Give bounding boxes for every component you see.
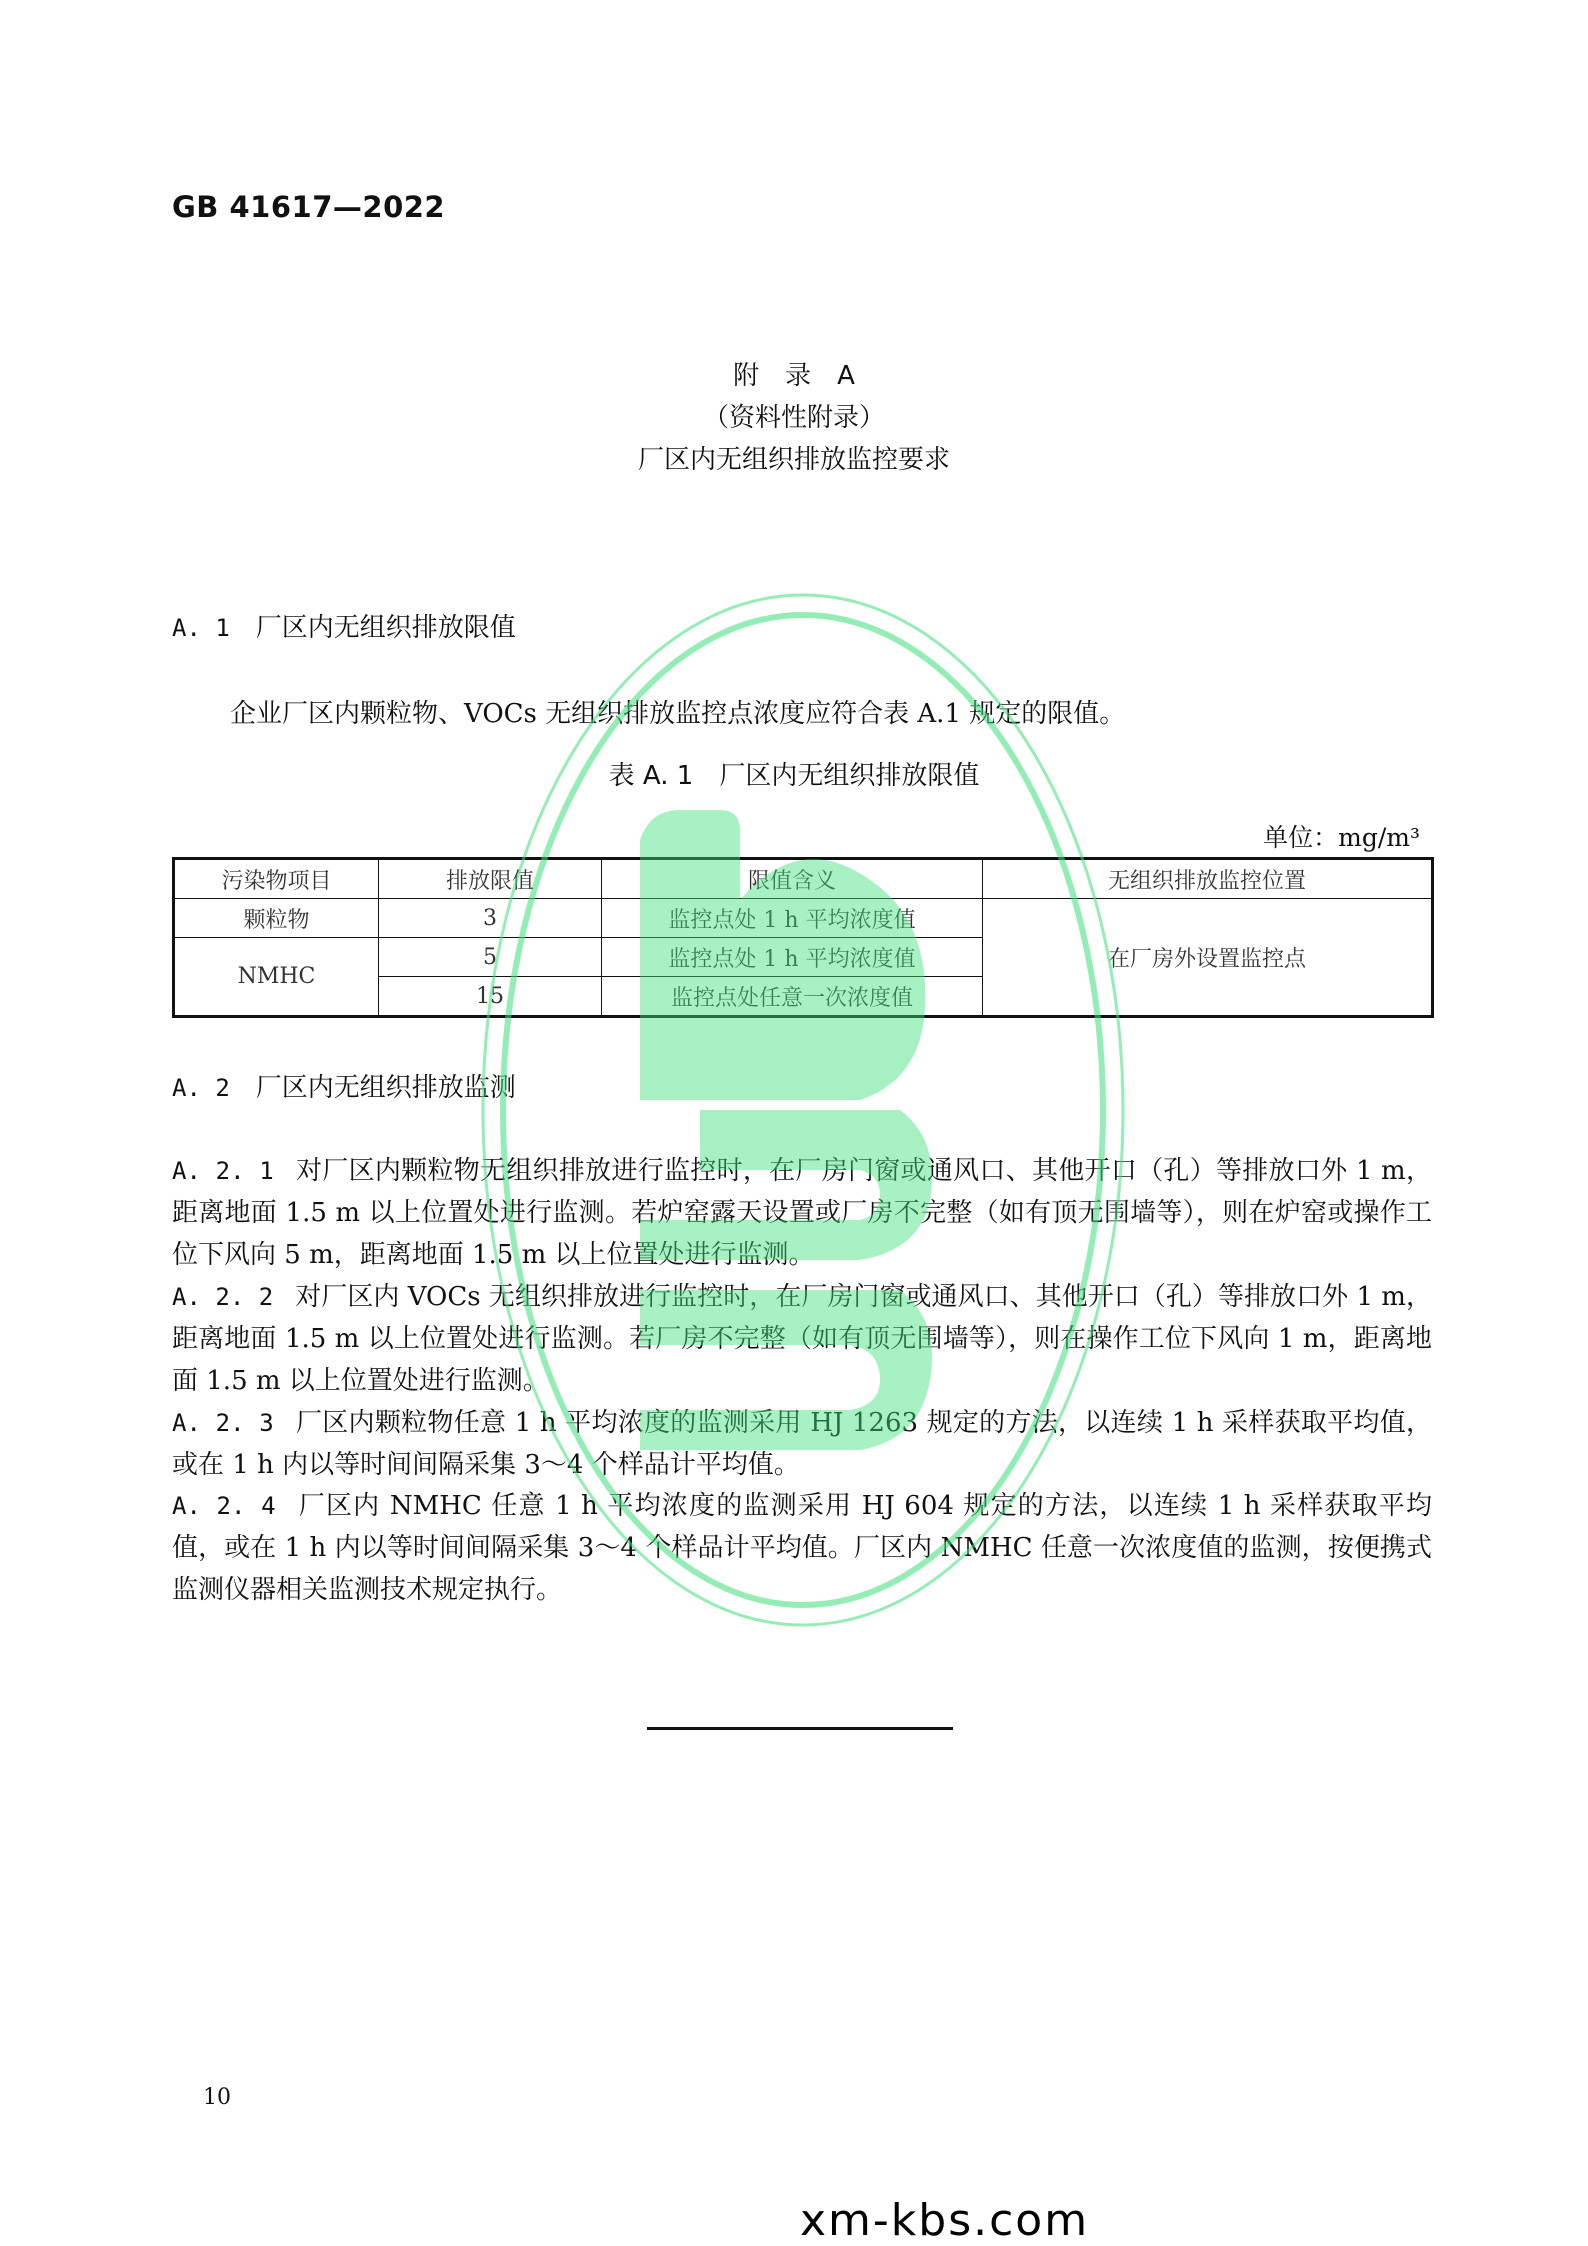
section-number: A. 2 — [172, 1074, 230, 1102]
limits-table — [172, 857, 1434, 1018]
section-title: 厂区内无组织排放监测 — [255, 1073, 516, 1103]
clause-a23 — [172, 1402, 1432, 1486]
table-unit: 单位：mg/m³ — [1263, 823, 1420, 852]
pollutant-cell: 颗粒物 — [174, 899, 379, 938]
table-title: 厂区内无组织排放限值 — [719, 761, 980, 791]
table-header-cell: 排放限值 — [379, 859, 602, 899]
section-number: A. 1 — [172, 614, 230, 642]
page-number: 10 — [203, 2085, 231, 2110]
pollutant-cell: NMHC — [174, 938, 379, 1017]
table-header-cell: 无组织排放监控位置 — [983, 859, 1433, 899]
standard-code: GB 41617—2022 — [172, 190, 446, 224]
table-header-cell: 限值含义 — [602, 859, 983, 899]
end-divider — [647, 1727, 953, 1730]
limit-cell: 3 — [379, 899, 602, 938]
section-a1-heading — [172, 607, 516, 644]
section-title: 厂区内无组织排放限值 — [255, 613, 516, 643]
clause-text: 厂区内颗粒物任意 1 h 平均浓度的监测采用 HJ 1263 规定的方法，以连续 1 h 采样获取平均值，或在 1 h 内以等时间间隔采集 3～4 个样品计平均值。 — [172, 1408, 1432, 1480]
meaning-cell: 监控点处 1 h 平均浓度值 — [602, 899, 983, 938]
meaning-cell: 监控点处任意一次浓度值 — [602, 977, 983, 1017]
clause-text: 对厂区内 VOCs 无组织排放进行监控时，在厂房门窗或通风口、其他开口（孔）等排放口外 1 m，距离地面 1.5 m 以上位置处进行监测。若厂房不完整（如有顶无围墙等），则在操作工位下风向 1 m，距离地面 1.5 m 以上位置处进行监测。 — [172, 1282, 1432, 1396]
clause-number: A. 2. 1 — [172, 1157, 274, 1185]
table-caption — [0, 755, 1588, 792]
site-watermark-text: xm-kbs.com — [800, 2195, 1090, 2246]
section-a1-intro: 企业厂区内颗粒物、VOCs 无组织排放监控点浓度应符合表 A.1 规定的限值。 — [230, 699, 1126, 729]
table-row — [174, 899, 1433, 938]
clause-a21 — [172, 1150, 1432, 1276]
clause-a24 — [172, 1485, 1432, 1611]
meaning-cell: 监控点处 1 h 平均浓度值 — [602, 938, 983, 977]
location-cell: 在厂房外设置监控点 — [983, 899, 1433, 1017]
clause-number: A. 2. 3 — [172, 1409, 274, 1437]
appendix-title: 厂区内无组织排放监控要求 — [637, 445, 950, 475]
limit-cell: 5 — [379, 938, 602, 977]
appendix-label: 附 录 A — [733, 361, 855, 391]
section-a2-heading — [172, 1067, 516, 1104]
appendix-type: （资料性附录） — [702, 403, 885, 433]
table-number: 表 A. 1 — [608, 761, 694, 791]
table-header-cell: 污染物项目 — [174, 859, 379, 899]
clause-number: A. 2. 2 — [172, 1283, 274, 1311]
limit-cell: 15 — [379, 977, 602, 1017]
clause-a22 — [172, 1276, 1432, 1402]
clause-text: 厂区内 NMHC 任意 1 h 平均浓度的监测采用 HJ 604 规定的方法，以连续 1 h 采样获取平均值，或在 1 h 内以等时间间隔采集 3～4 个样品计平均值。厂区内 NMHC 任意一次浓度值的监测，按便携式监测仪器相关监测技术规定执行。 — [172, 1491, 1432, 1605]
clause-number: A. 2. 4 — [172, 1492, 276, 1520]
clause-text: 对厂区内颗粒物无组织排放进行监控时，在厂房门窗或通风口、其他开口（孔）等排放口外 1 m，距离地面 1.5 m 以上位置处进行监测。若炉窑露天设置或厂房不完整（如有顶无围墙等），则在炉窑或操作工位下风向 5 m，距离地面 1.5 m 以上位置处进行监测。 — [172, 1156, 1432, 1270]
table-header-row — [174, 859, 1433, 899]
